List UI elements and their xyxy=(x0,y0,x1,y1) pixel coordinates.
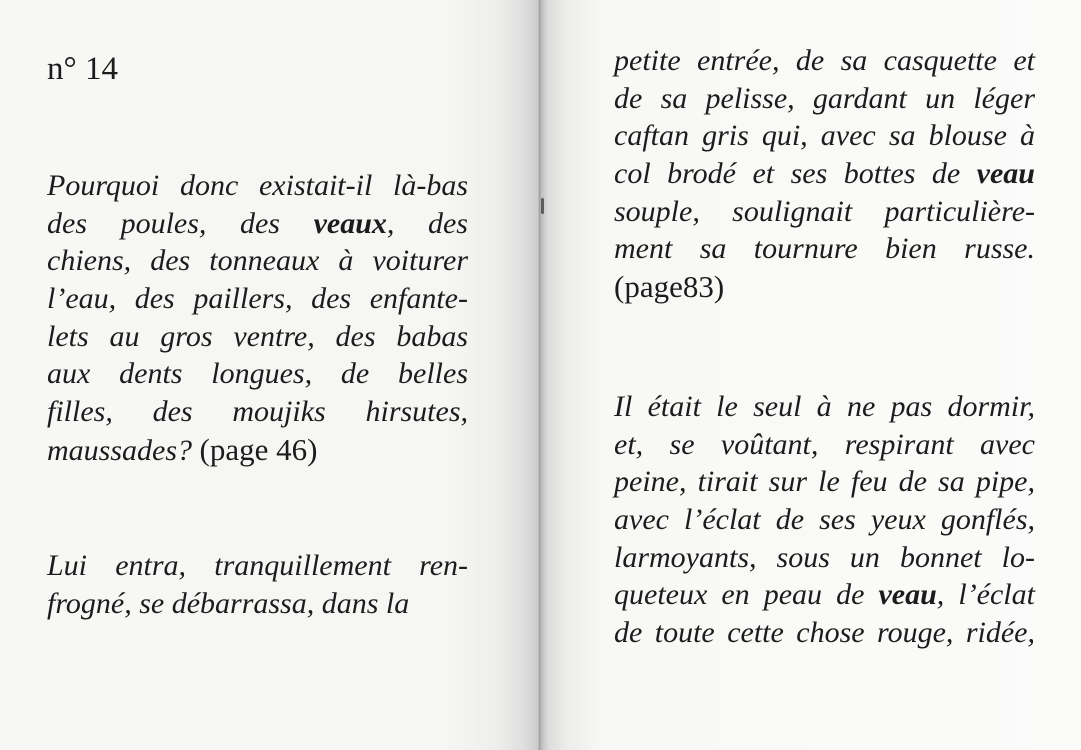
page-reference: (page83) xyxy=(614,269,725,305)
text-segment: souple, soulignait particulière- xyxy=(614,194,1035,228)
text-segment: caftan gris qui, avec sa blouse à xyxy=(614,119,1035,153)
text-line xyxy=(614,155,1035,193)
emphasized-word: veaux xyxy=(313,206,387,240)
text-segment: Il était le seul à ne pas dormir, xyxy=(614,390,1035,423)
text-line xyxy=(47,280,468,318)
text-line xyxy=(614,117,1035,155)
text-segment: de toute cette chose rouge, ridée, xyxy=(614,616,1035,650)
text-line xyxy=(614,539,1035,577)
text-line xyxy=(47,205,468,243)
text-line xyxy=(614,80,1035,118)
page-reference: (page 46) xyxy=(199,431,318,467)
left-page xyxy=(0,0,540,750)
text-line xyxy=(614,193,1035,231)
text-line xyxy=(614,42,1035,80)
text-segment: petite entrée, de sa casquette et xyxy=(614,44,1035,77)
text-line xyxy=(614,426,1035,464)
book-gutter xyxy=(538,0,541,750)
text-segment: filles, des moujiks hirsutes, xyxy=(47,395,468,429)
text-segment: et, se voûtant, respirant avec xyxy=(614,427,1035,461)
text-line xyxy=(47,585,468,623)
text-segment: maussades? xyxy=(47,433,200,467)
page-number: n° 14 xyxy=(47,51,118,87)
text-line xyxy=(614,501,1035,539)
paragraph-quote-1 xyxy=(47,167,468,469)
text-segment: l’eau, des paillers, des enfante- xyxy=(47,282,468,316)
text-segment: queteux en peau de xyxy=(614,578,879,612)
text-line xyxy=(47,393,468,431)
text-segment: des poules, des xyxy=(47,206,314,240)
text-line xyxy=(47,355,468,393)
binding-staple xyxy=(541,198,544,214)
text-line xyxy=(47,318,468,356)
text-segment: de sa pelisse, gardant un léger xyxy=(614,81,1035,115)
text-line xyxy=(47,242,468,280)
text-segment: Lui entra, tranquillement ren- xyxy=(47,549,468,582)
text-line xyxy=(47,547,468,585)
text-line xyxy=(614,230,1035,268)
text-segment: aux dents longues, de belles xyxy=(47,357,468,391)
emphasized-word: veau xyxy=(878,578,937,612)
text-segment: larmoyants, sous un bonnet lo- xyxy=(614,540,1035,574)
text-segment: col brodé et ses bottes de xyxy=(614,157,977,191)
emphasized-word: veau xyxy=(976,157,1035,191)
text-line xyxy=(614,388,1035,426)
text-line xyxy=(47,431,468,469)
text-line xyxy=(47,167,468,205)
paragraph-quote-2 xyxy=(47,547,468,622)
text-segment: peine, tirait sur le feu de sa pipe, xyxy=(614,465,1035,499)
text-segment: ment sa tournure bien russe. xyxy=(614,232,1035,266)
text-segment: chiens, des tonneaux à voiturer xyxy=(47,244,468,278)
paragraph-quote-2-continued xyxy=(614,42,1035,306)
paragraph-quote-3 xyxy=(614,388,1035,652)
text-line xyxy=(614,268,1035,306)
text-segment: avec l’éclat de ses yeux gonflés, xyxy=(614,503,1035,537)
right-page xyxy=(540,0,1081,750)
text-line xyxy=(614,576,1035,614)
text-segment: lets au gros ventre, des babas xyxy=(47,319,468,353)
text-segment: frogné, se débarrassa, dans la xyxy=(47,586,410,620)
text-segment: , l’éclat xyxy=(936,578,1035,612)
text-line xyxy=(614,614,1035,652)
text-segment: Pourquoi donc existait-il là-bas xyxy=(47,169,468,202)
text-line xyxy=(614,463,1035,501)
text-segment: , des xyxy=(386,206,468,240)
